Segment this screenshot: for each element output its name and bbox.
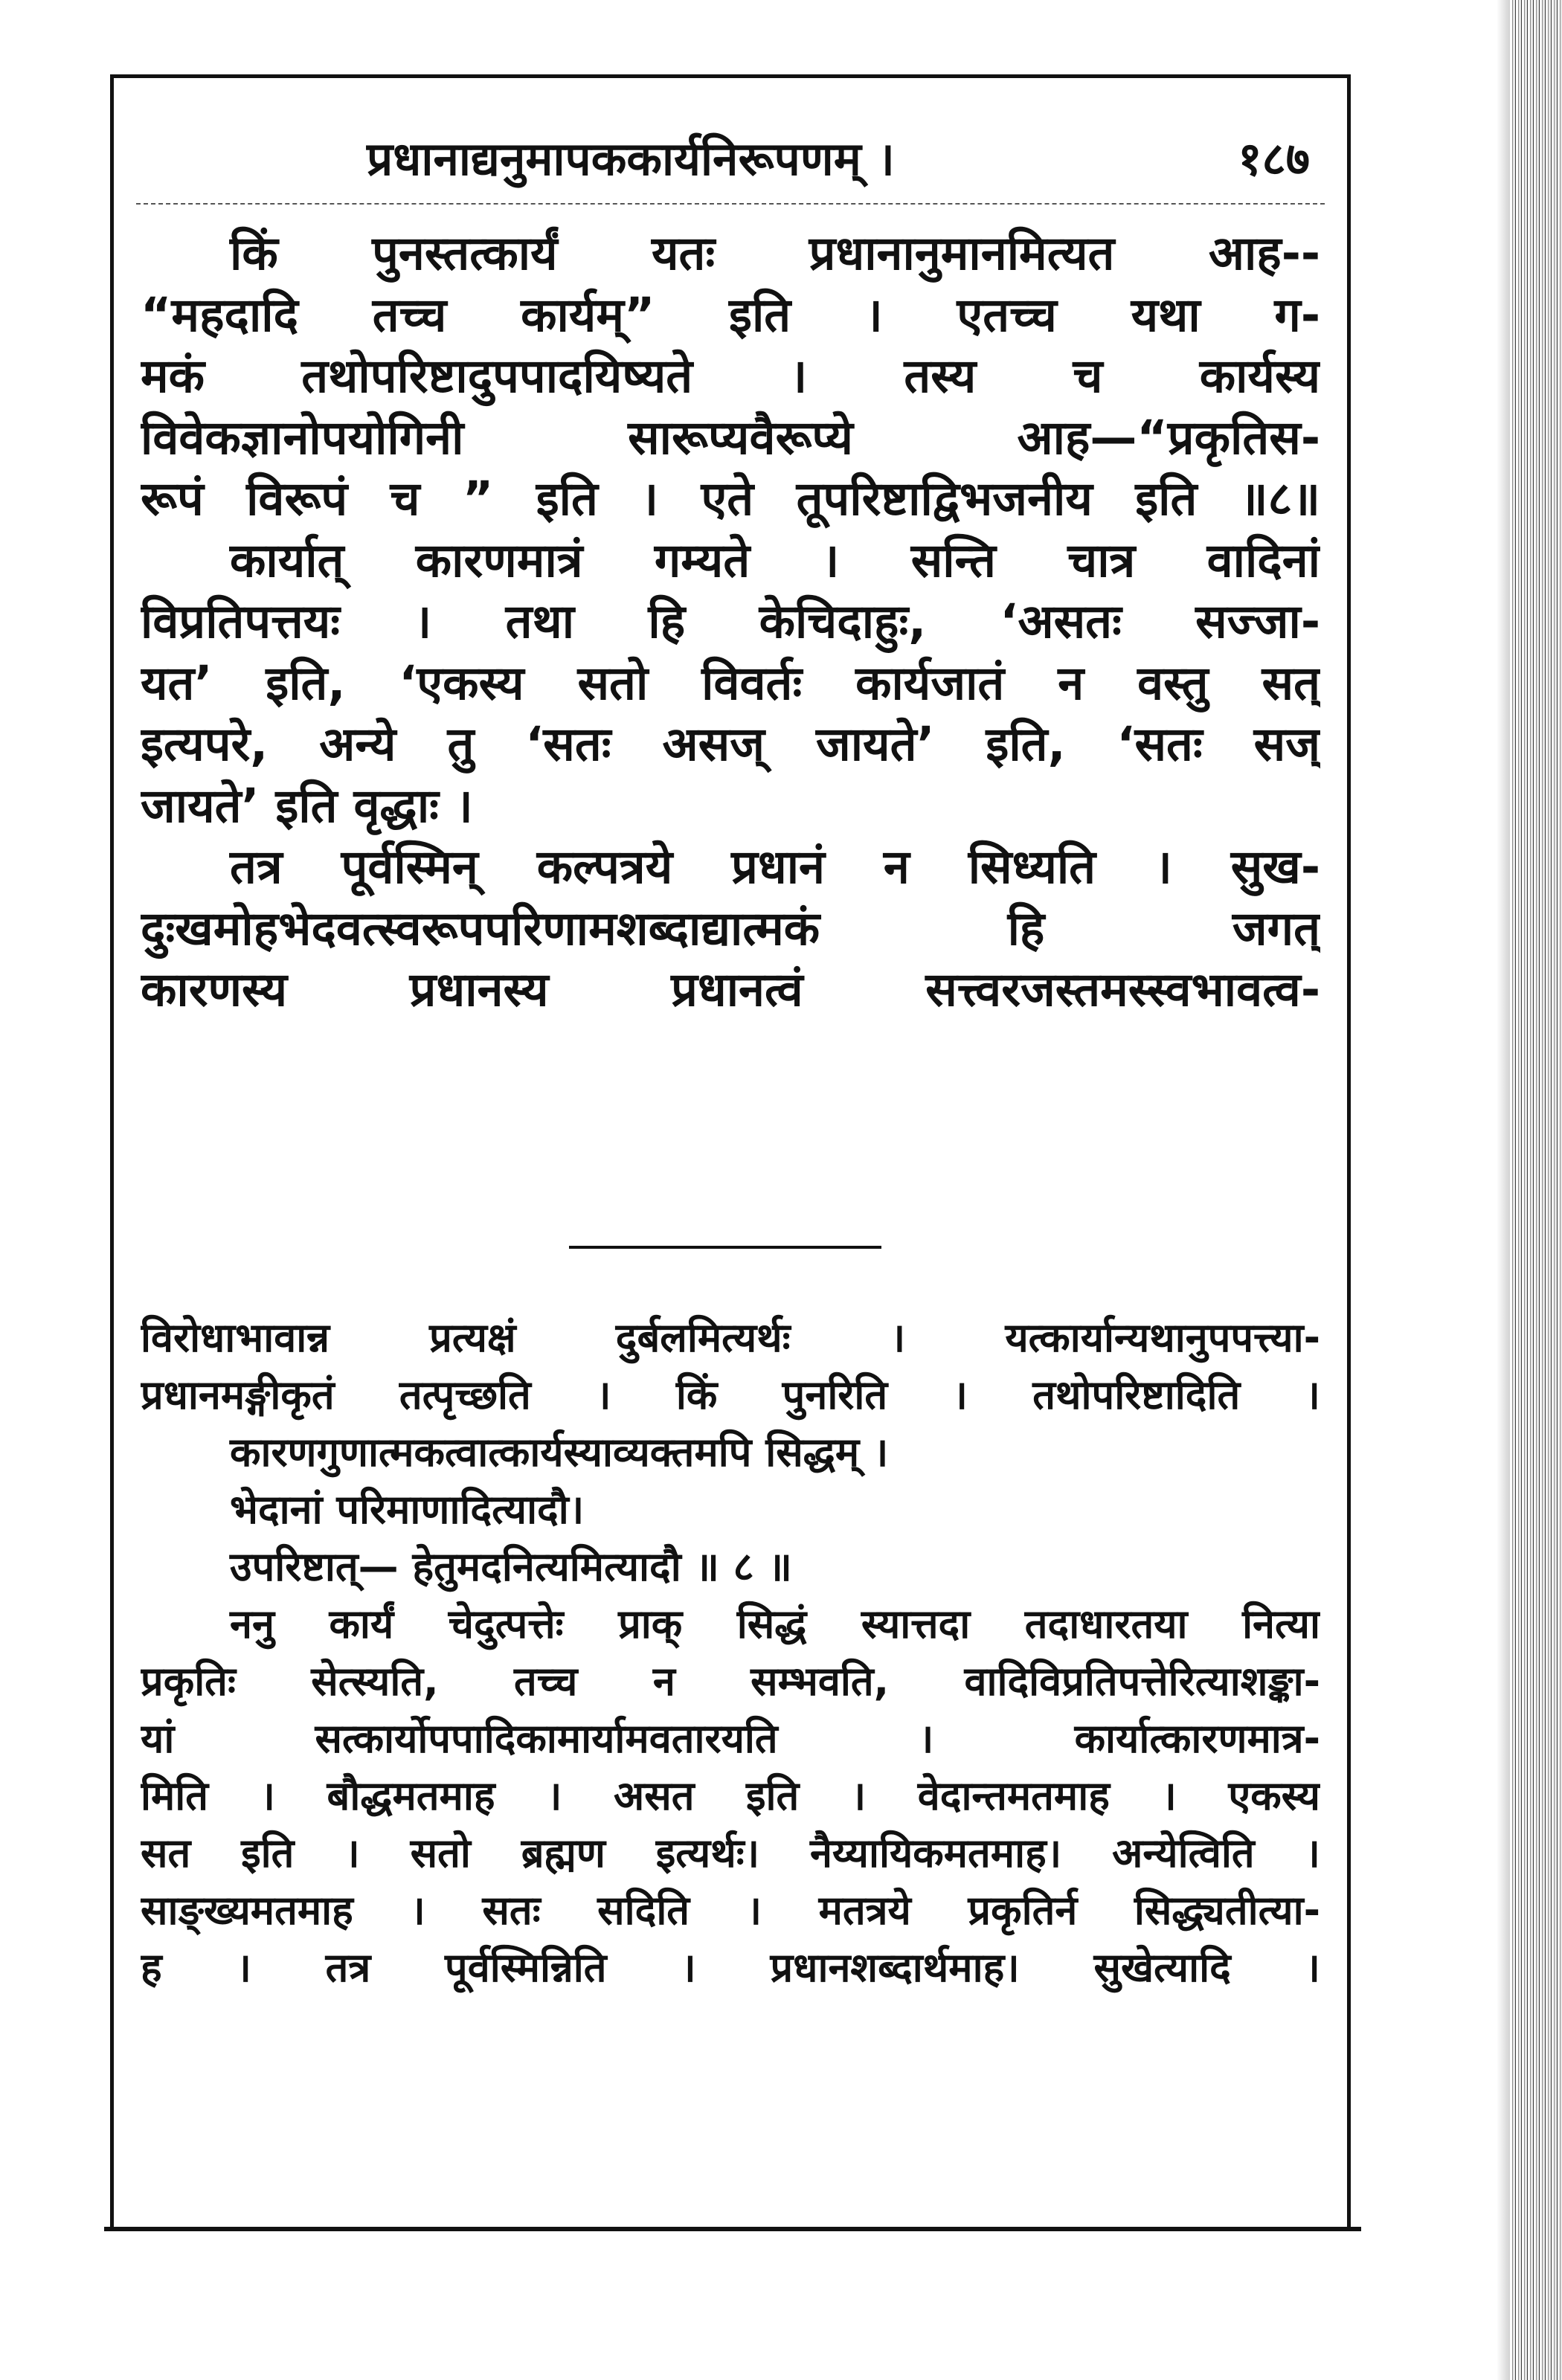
commentary-line: यां सत्कार्योपपादिकामार्यामवतारयति । कार्यात्कारणमात्र-: [141, 1715, 1320, 1762]
commentary-line: विरोधाभावान्न प्रत्यक्षं दुर्बलमित्यर्थः । यत्कार्यान्यथानुपपत्त्या-: [141, 1314, 1320, 1361]
main-line: दुःखमोहभेदवत्स्वरूपपरिणामशब्दाद्यात्मकं हि जगत्: [141, 901, 1320, 956]
bottom-rule: [104, 2227, 1361, 2231]
section-divider: [569, 1246, 881, 1249]
page-frame: [110, 74, 1351, 2227]
main-line: रूपं विरूपं च ” इति । एते तूपरिष्टाद्विभजनीय इति ॥८॥: [141, 472, 1320, 526]
main-line: मकं तथोपरिष्टादुपपादयिष्यते । तस्य च कार्यस्य: [141, 349, 1320, 403]
main-line: विप्रतिपत्तयः । तथा हि केचिदाहुः, ‘असतः सज्जा-: [141, 594, 1320, 649]
main-text: [141, 223, 1320, 1021]
main-line: जायते’ इति वृद्धाः ।: [141, 778, 473, 833]
main-line: कारणस्य प्रधानस्य प्रधानत्वं सत्त्वरजस्तमस्स्वभावत्व-: [141, 962, 1320, 1017]
header-rule: [136, 203, 1325, 205]
commentary-text: [141, 1309, 1320, 1996]
main-line: “महदादि तच्च कार्यम्” इति । एतच्च यथा ग-: [141, 287, 1320, 342]
commentary-line: मिति । बौद्धमतमाह । असत इति । वेदान्तमतमाह । एकस्य: [141, 1772, 1320, 1819]
page-number: १८७: [1238, 132, 1310, 186]
main-line: किं पुनस्तत्कार्यं यतः प्रधानानुमानमित्यत आह--: [230, 226, 1320, 280]
commentary-line: साङ्ख्यमतमाह । सतः सदिति । मतत्रये प्रकृतिर्न सिद्ध्यतीत्या-: [141, 1887, 1320, 1934]
running-title: प्रधानाद्यनुमापककार्यनिरूपणम् ।: [367, 132, 895, 186]
binding-shadow: [1497, 0, 1510, 2380]
commentary-line: ह । तत्र पूर्वस्मिन्निति । प्रधानशब्दार्थमाह। सुखेत्यादि ।: [141, 1944, 1320, 1991]
commentary-line: सत इति । सतो ब्रह्मण इत्यर्थः। नैय्यायिकमतमाह। अन्येत्विति ।: [141, 1830, 1320, 1876]
main-line: कार्यात् कारणमात्रं गम्यते । सन्ति चात्र वादिनां: [230, 533, 1320, 588]
page-header: [114, 119, 1347, 201]
commentary-line: ननु कार्यं चेदुत्पत्तेः प्राक् सिद्धं स्यात्तदा तदाधारतया नित्या: [230, 1601, 1320, 1647]
commentary-line: प्रकृतिः सेत्स्यति, तच्च न सम्भवति, वादिविप्रतिपत्तेरित्याशङ्का-: [141, 1658, 1320, 1705]
main-line: तत्र पूर्वस्मिन् कल्पत्रये प्रधानं न सिध्यति । सुख-: [230, 840, 1320, 894]
main-line: विवेकज्ञानोपयोगिनी सारूप्यवैरूप्ये आह—“प्रकृतिस-: [141, 410, 1320, 465]
commentary-line: कारणगुणात्मकत्वात्कार्यस्याव्यक्तमपि सिद्धम् ।: [230, 1429, 889, 1476]
commentary-line: प्रधानमङ्गीकृतं तत्पृच्छति । किं पुनरिति । तथोपरिष्टादिति ।: [141, 1371, 1320, 1418]
commentary-line: उपरिष्टात्— हेतुमदनित्यमित्यादौ ॥ ८ ॥: [230, 1543, 792, 1590]
main-line: यत’ इति, ‘एकस्य सतो विवर्तः कार्यजातं न वस्तु सत्: [141, 655, 1320, 710]
book-page-edges: [1510, 0, 1562, 2380]
main-line: इत्यपरे, अन्ये तु ‘सतः असज् जायते’ इति, ‘सतः सज्: [141, 717, 1320, 771]
commentary-line: भेदानां परिमाणादित्यादौ।: [230, 1486, 585, 1533]
